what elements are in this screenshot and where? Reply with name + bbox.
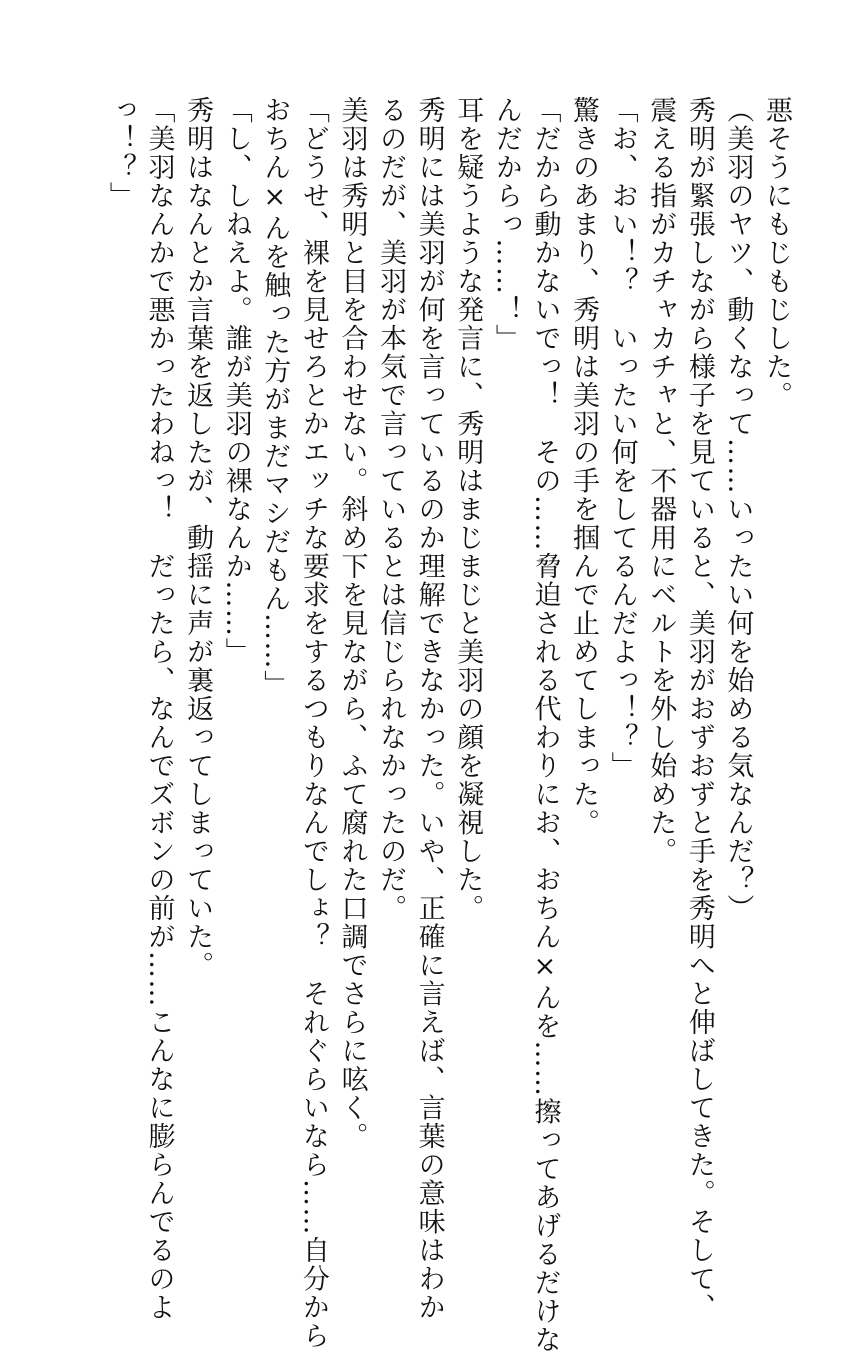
text-line: 秀明はなんとか言葉を返したが、動揺に声が裏返ってしまっていた。 [182, 96, 214, 980]
text-line: 悪そうにもじもじした。 [761, 96, 792, 410]
text-line: 美羽は秀明と目を合わせない。斜め下を見ながら、ふて腐れた口調でさらに呟く。 [336, 96, 368, 1151]
text-line: おちん×んを触った方がまだマシだもん……」 [259, 96, 291, 699]
text-line: っ！？」 [104, 96, 136, 210]
text-line: んだからっ……！」 [490, 96, 522, 353]
vertical-text-block [100, 96, 795, 1354]
text-line: 「どうせ、裸を見せろとかエッチな要求をするつもりなんでしょ？ それぐらいなら……自分から [297, 96, 329, 1350]
text-line: 「美羽なんかで悪かったわねっ！ だったら、なんでズボンの前が……こんなに膨らんでるのよ [143, 96, 175, 1322]
text-line: るのだが、美羽が本気で言っているとは信じられなかったのだ。 [375, 96, 407, 923]
text-line: 「お、おい！？ いったい何をしてるんだよっ！？」 [606, 96, 638, 780]
text-line: 「し、しねえよ。誰が美羽の裸なんか……」 [220, 96, 252, 666]
text-line: 「だから動かないでっ！ その……脅迫される代わりにお、おちん×んを……擦ってあげるだけな [529, 96, 561, 1354]
text-line: 秀明には美羽が何を言っているのか理解できなかった。いや、正確に言えば、言葉の意味はわか [413, 96, 445, 1322]
text-line: 秀明が緊張しながら様子を見ていると、美羽がおずおずと手を秀明へと伸ばしてきた。そして、 [683, 96, 715, 1322]
text-line: （美羽のヤツ、動くなって……いったい何を始める気なんだ？） [722, 96, 754, 923]
text-line: 驚きのあまり、秀明は美羽の手を掴んで止めてしまった。 [568, 96, 600, 837]
text-line: 震える指がカチャカチャと、不器用にベルトを外し始めた。 [645, 96, 677, 866]
text-line: 耳を疑うような発言に、秀明はまじまじと美羽の顔を凝視した。 [452, 96, 484, 923]
